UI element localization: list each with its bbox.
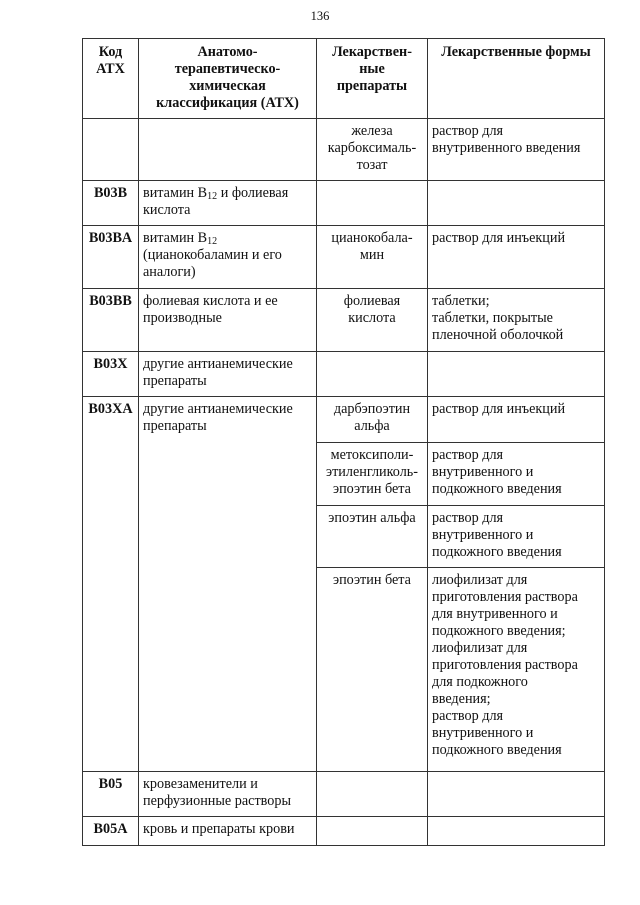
table-row bbox=[83, 397, 605, 443]
drug-form: лиофилизат для приготовления раствора для внутривенного и подкожного введения; лиофилизат для приготовления раствора для подкожного введения; раствор для внутривенного и подкожного введения bbox=[428, 568, 605, 772]
header-drugs: Лекарствен- ные препараты bbox=[317, 39, 428, 119]
drug-form: таблетки; таблетки, покрытые пленочной оболочкой bbox=[428, 289, 605, 352]
drug-form: раствор для инъекций bbox=[428, 226, 605, 289]
atx-code: B05 bbox=[83, 772, 139, 817]
page-number: 136 bbox=[310, 9, 330, 23]
drug-form: раствор для внутривенного и подкожного введения bbox=[428, 506, 605, 568]
table-row bbox=[83, 226, 605, 289]
atx-classification: другие антианемические препараты bbox=[139, 352, 317, 397]
drug-name: метоксиполи- этиленгликоль- эпоэтин бета bbox=[317, 443, 428, 506]
atx-code: B05A bbox=[83, 817, 139, 846]
atx-classification: кровь и препараты крови bbox=[139, 817, 317, 846]
atx-classification: кровезаменители и перфузионные растворы bbox=[139, 772, 317, 817]
atx-code: B03XA bbox=[83, 397, 139, 772]
drug-name: эпоэтин альфа bbox=[317, 506, 428, 568]
table-header-row bbox=[83, 39, 605, 119]
atx-classification: витамин $B_{12}$ и фолиевая кислота bbox=[139, 181, 317, 226]
drug-form: раствор для инъекций bbox=[428, 397, 605, 443]
drug-name: дарбэпоэтин альфа bbox=[317, 397, 428, 443]
drug-name: цианокобала- мин bbox=[317, 226, 428, 289]
header-code: Код АТХ bbox=[83, 39, 139, 119]
drug-name: фолиевая кислота bbox=[317, 289, 428, 352]
atx-code: B03X bbox=[83, 352, 139, 397]
drug-form: раствор для внутривенного введения bbox=[428, 119, 605, 181]
header-classification: Анатомо- терапевтическо- химическая классификация (АТХ) bbox=[139, 39, 317, 119]
atx-classification: витамин $B_{12}$ (цианокобаламин и его аналоги) bbox=[139, 226, 317, 289]
atx-code: B03B bbox=[83, 181, 139, 226]
drug-form: раствор для внутривенного и подкожного введения bbox=[428, 443, 605, 506]
table-row bbox=[83, 119, 605, 181]
table-row bbox=[83, 289, 605, 352]
atx-classification: другие антианемические препараты bbox=[139, 397, 317, 772]
atx-code: B03BA bbox=[83, 226, 139, 289]
header-forms: Лекарственные формы bbox=[428, 39, 605, 119]
drug-name: эпоэтин бета bbox=[317, 568, 428, 772]
atx-table bbox=[82, 38, 605, 846]
drug-name: железа карбоксималь- тозат bbox=[317, 119, 428, 181]
table-row bbox=[83, 772, 605, 817]
atx-classification: фолиевая кислота и ее производные bbox=[139, 289, 317, 352]
table-row bbox=[83, 352, 605, 397]
table-row bbox=[83, 181, 605, 226]
atx-code: B03BB bbox=[83, 289, 139, 352]
table-row bbox=[83, 817, 605, 846]
